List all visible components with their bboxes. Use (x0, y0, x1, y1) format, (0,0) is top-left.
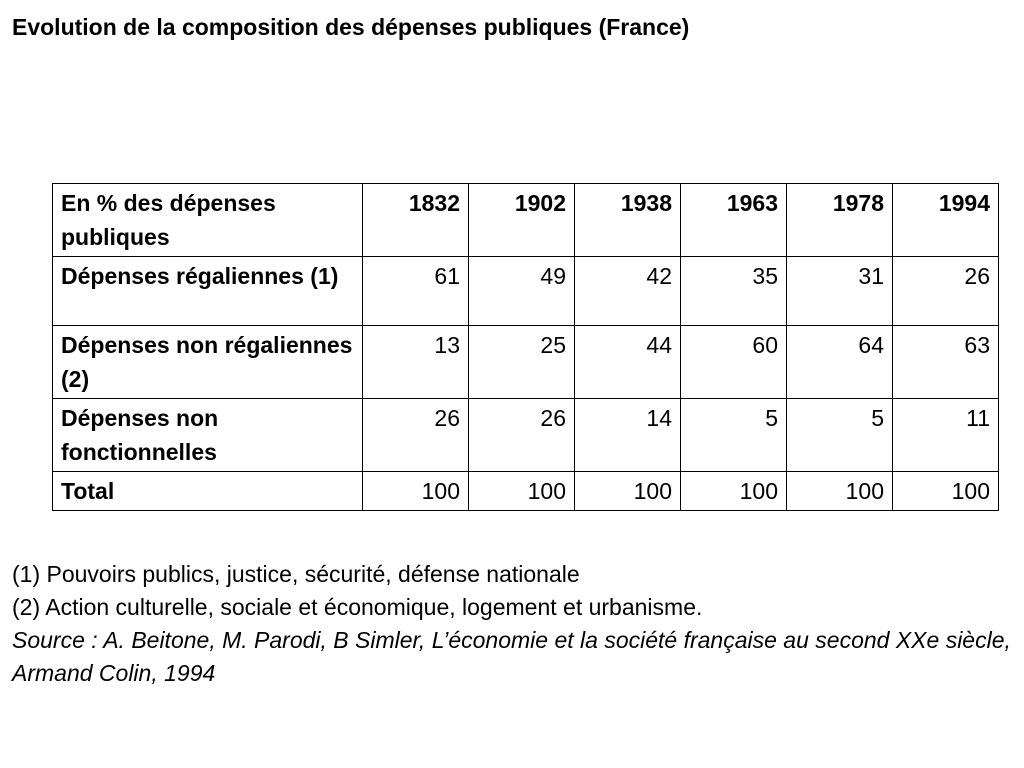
table-header-row (53, 184, 999, 257)
table-cell: 61 (363, 257, 469, 326)
table-cell: 100 (893, 472, 999, 511)
table-row (53, 326, 999, 399)
footnote-1: (1) Pouvoirs publics, justice, sécurité, défense nationale (12, 561, 580, 587)
table-cell: 14 (575, 399, 681, 472)
year-header: 1938 (575, 184, 681, 257)
source-citation: Source : A. Beitone, M. Parodi, B Simler, L’économie et la société française au second XXe siècle, Armand Colin, 1994 (12, 627, 1011, 686)
footnotes (12, 558, 1012, 690)
row-label: Dépenses non régaliennes (2) (53, 326, 363, 399)
year-header: 1963 (681, 184, 787, 257)
year-header: 1902 (469, 184, 575, 257)
table-cell: 63 (893, 326, 999, 399)
year-header: 1832 (363, 184, 469, 257)
table-cell: 49 (469, 257, 575, 326)
table-cell: 26 (363, 399, 469, 472)
row-label: Dépenses régaliennes (1) (53, 257, 363, 326)
table-cell: 31 (787, 257, 893, 326)
table-cell: 26 (469, 399, 575, 472)
row-label: Dépenses non fonctionnelles (53, 399, 363, 472)
table-cell: 13 (363, 326, 469, 399)
year-header: 1994 (893, 184, 999, 257)
table-row (53, 257, 999, 326)
table-cell: 64 (787, 326, 893, 399)
year-header: 1978 (787, 184, 893, 257)
spending-table (52, 183, 999, 511)
table-cell: 42 (575, 257, 681, 326)
table-cell: 26 (893, 257, 999, 326)
table-cell: 11 (893, 399, 999, 472)
table-cell: 44 (575, 326, 681, 399)
table-cell: 100 (681, 472, 787, 511)
table-cell: 25 (469, 326, 575, 399)
table-cell: 5 (681, 399, 787, 472)
table-cell: 100 (575, 472, 681, 511)
table-cell: 100 (363, 472, 469, 511)
table-cell: 60 (681, 326, 787, 399)
table-cell: 35 (681, 257, 787, 326)
row-label: Total (53, 472, 363, 511)
table-row-total (53, 472, 999, 511)
page-title: Evolution de la composition des dépenses publiques (France) (12, 14, 690, 40)
table-row (53, 399, 999, 472)
table-cell: 100 (469, 472, 575, 511)
footnote-2: (2) Action culturelle, sociale et économique, logement et urbanisme. (12, 594, 703, 620)
table-cell: 100 (787, 472, 893, 511)
table-cell: 5 (787, 399, 893, 472)
corner-header: En % des dépenses publiques (53, 184, 363, 257)
